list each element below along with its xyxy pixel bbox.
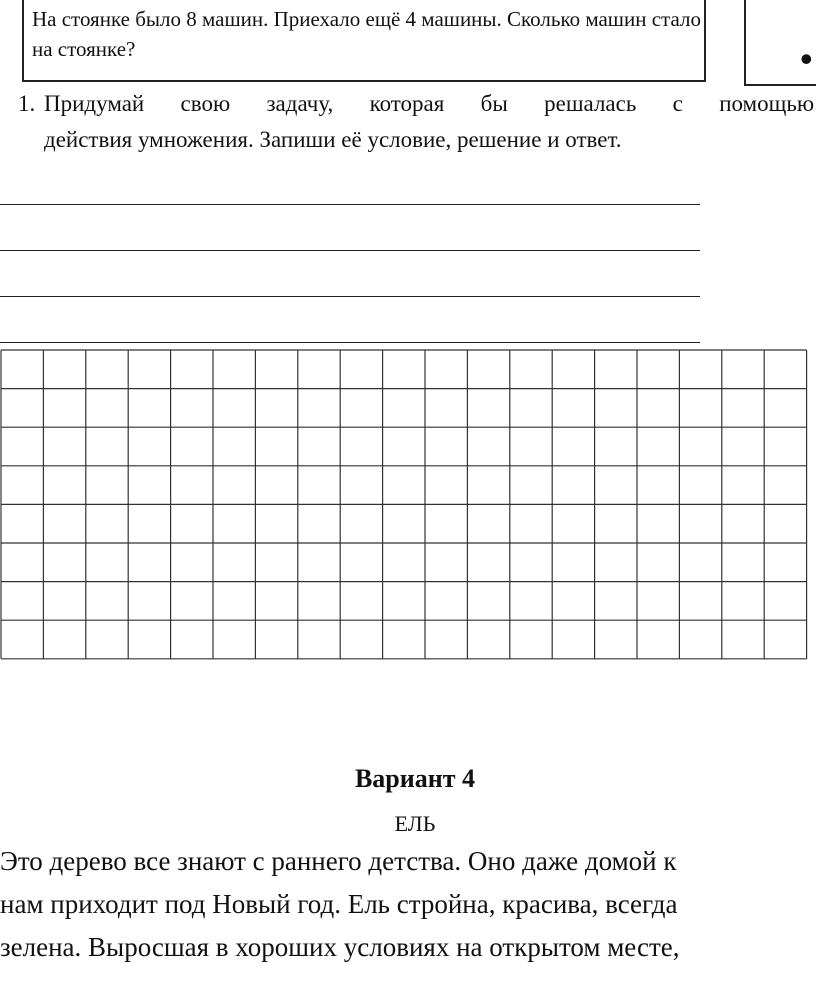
score-box bbox=[744, 0, 816, 86]
problem-box bbox=[22, 0, 706, 82]
task-text-line-2: действия умножения. Запиши её условие, решение и ответ. bbox=[44, 127, 622, 152]
task-number: 1. bbox=[18, 91, 36, 116]
task-text-line-1: Придумай свою задачу, которая бы решалась с помощью bbox=[44, 91, 814, 116]
story-line: нам приходит под Новый год. Ель стройна, красива, всегда bbox=[0, 889, 678, 919]
answer-line-4[interactable] bbox=[0, 342, 700, 343]
story-line: зелена. Выросшая в хороших условиях на открытом месте, bbox=[0, 932, 680, 962]
answer-line-2[interactable] bbox=[0, 250, 700, 251]
text-title: ЕЛЬ bbox=[394, 811, 436, 836]
story-line: Это дерево все знают с раннего детства. Оно даже домой к bbox=[0, 846, 677, 876]
score-mark: • bbox=[800, 39, 813, 79]
variant-title: Вариант 4 bbox=[354, 764, 476, 793]
answer-line-3[interactable] bbox=[0, 296, 700, 297]
story-text bbox=[0, 840, 816, 969]
answer-grid[interactable] bbox=[0, 349, 812, 661]
problem-text: На стоянке было 8 машин. Приехало ещё 4 машины. Сколько машин стало на стоянке? bbox=[32, 7, 701, 61]
answer-line-1[interactable] bbox=[0, 204, 700, 205]
